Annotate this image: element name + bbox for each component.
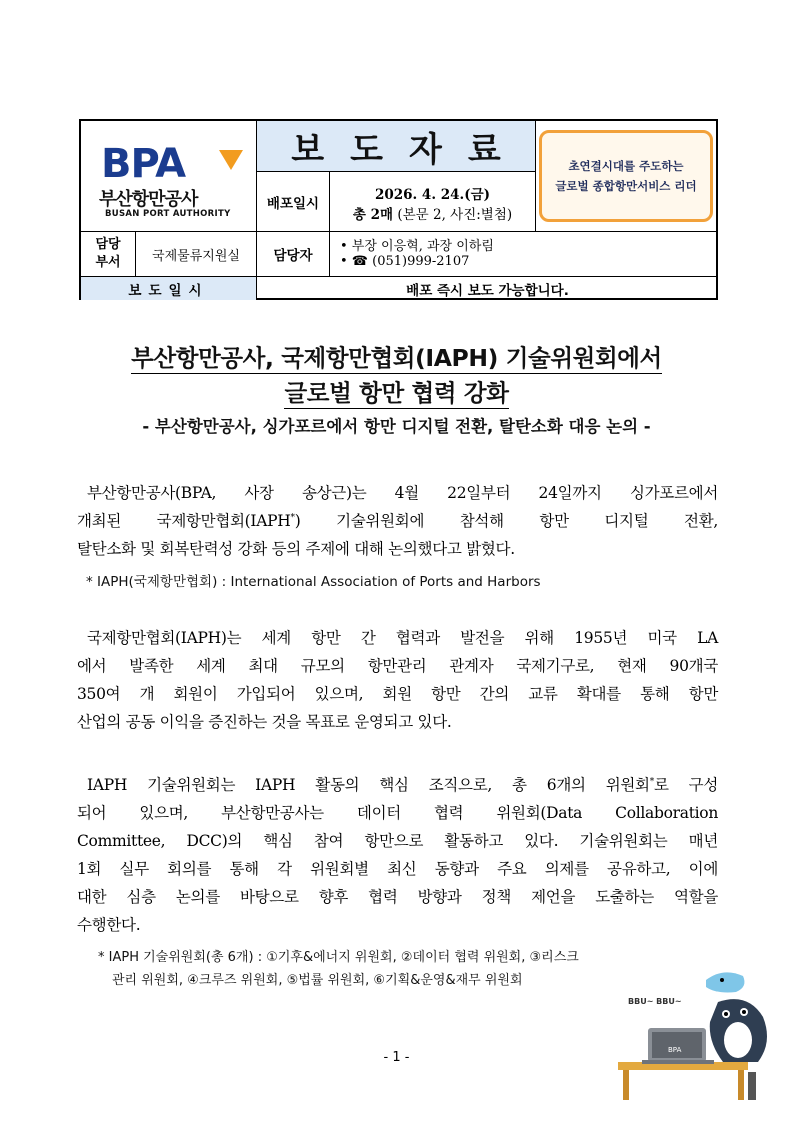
manager-label: 담당자 bbox=[273, 248, 313, 264]
release-label: 보도일시 bbox=[81, 277, 256, 300]
manager-names: • 부장 이응혁, 과장 이하림 bbox=[340, 239, 494, 254]
logo-english-name: BUSAN PORT AUTHORITY bbox=[105, 209, 231, 219]
press-header-table bbox=[79, 119, 718, 300]
headline-line-1: 부산항만공사, 국제항만협회(IAPH) 기술위원회에서 bbox=[131, 344, 662, 372]
footnote-committees: * IAPH 기술위원회(총 6개) : ①기후&에너지 위원회, ②데이터 협력 위원회, ③리스크 관리 위원회, ④크루즈 위원회, ⑤법률 위원회, ⑥기획&운영&재무 위원회 bbox=[98, 950, 579, 988]
svg-text:BBU~ BBU~: BBU~ BBU~ bbox=[628, 997, 682, 1006]
bpa-logo bbox=[81, 121, 256, 231]
paragraph-1: 부산항만공사(BPA, 사장 송상근)는 4월 22일부터 24일까지 싱가포르에서 개최된 국제항만협회(IAPH*) 기술위원회에 참석해 항만 디지털 전환, 탈탄소화 및 회복탄력성 강화 등의 주제에 대해 논의했다고 밝혔다. bbox=[77, 484, 718, 558]
logo-abbr: BPA bbox=[101, 141, 186, 187]
page-number: - 1 - bbox=[383, 1050, 410, 1065]
footnote-iaph: * IAPH(국제항만협회) : International Association of Ports and Harbors bbox=[86, 574, 541, 590]
slogan-area bbox=[536, 121, 718, 231]
logo-korean-name: 부산항만공사 bbox=[99, 189, 198, 210]
paragraph-3: IAPH 기술위원회는 IAPH 활동의 핵심 조직으로, 총 6개의 위원회*로 구성 되어 있으며, 부산항만공사는 데이터 협력 위원회(Data Collaboration Committee, DCC)의 핵심 참여 항만으로 활동하고 있다. 기술위원회는 매년 1회 실무 회의를 통해 각 위원회별 최신 동향과 주요 의제를 공유하고, 이에 대한 심층 논의를 바탕으로 향후 협력 방향과 정책 제언을 도출하는 역할을 수행한다. bbox=[77, 776, 718, 934]
manager-info bbox=[330, 232, 718, 276]
logo-triangle-icon bbox=[219, 150, 243, 170]
slogan-badge bbox=[539, 130, 713, 222]
press-release-title: 보도자료 bbox=[257, 121, 535, 171]
deploy-label: 배포일시 bbox=[266, 195, 320, 212]
paragraph-2: 국제항만협회(IAPH)는 세계 항만 간 협력과 발전을 위해 1955년 미국 LA 에서 발족한 세계 최대 규모의 항만관리 관계자 국제기구로, 현재 90개국 350여 개 회원이 가입되어 있으며, 회원 항만 간의 교류 확대를 통해 항만 산업의 공동 이익을 증진하는 것을 목표로 운영되고 있다. bbox=[77, 629, 718, 731]
mascot-illustration-icon bbox=[598, 962, 778, 1102]
slogan-line-1: 초연결시대를 주도하는 bbox=[568, 159, 684, 173]
manager-phone: • ☎ (051)999-2107 bbox=[340, 254, 470, 269]
release-value: 배포 즉시 보도 가능합니다. bbox=[406, 282, 569, 299]
slogan-line-2: 글로벌 종합항만서비스 리더 bbox=[555, 179, 697, 193]
dept-label: 담당 부서 bbox=[95, 237, 121, 270]
page-count: 총 2매 (본문 2, 사진:별첨) bbox=[352, 207, 513, 223]
subheadline: - 부산항만공사, 싱가포르에서 항만 디지털 전환, 탈탄소화 대응 논의 - bbox=[142, 417, 651, 436]
svg-text:BPA: BPA bbox=[668, 1046, 682, 1054]
dept-value: 국제물류지원실 bbox=[152, 248, 240, 264]
headline-line-2: 글로벌 항만 협력 강화 bbox=[284, 379, 509, 407]
deploy-info bbox=[330, 172, 535, 231]
deploy-date: 2026. 4. 24.(금) bbox=[374, 187, 491, 203]
